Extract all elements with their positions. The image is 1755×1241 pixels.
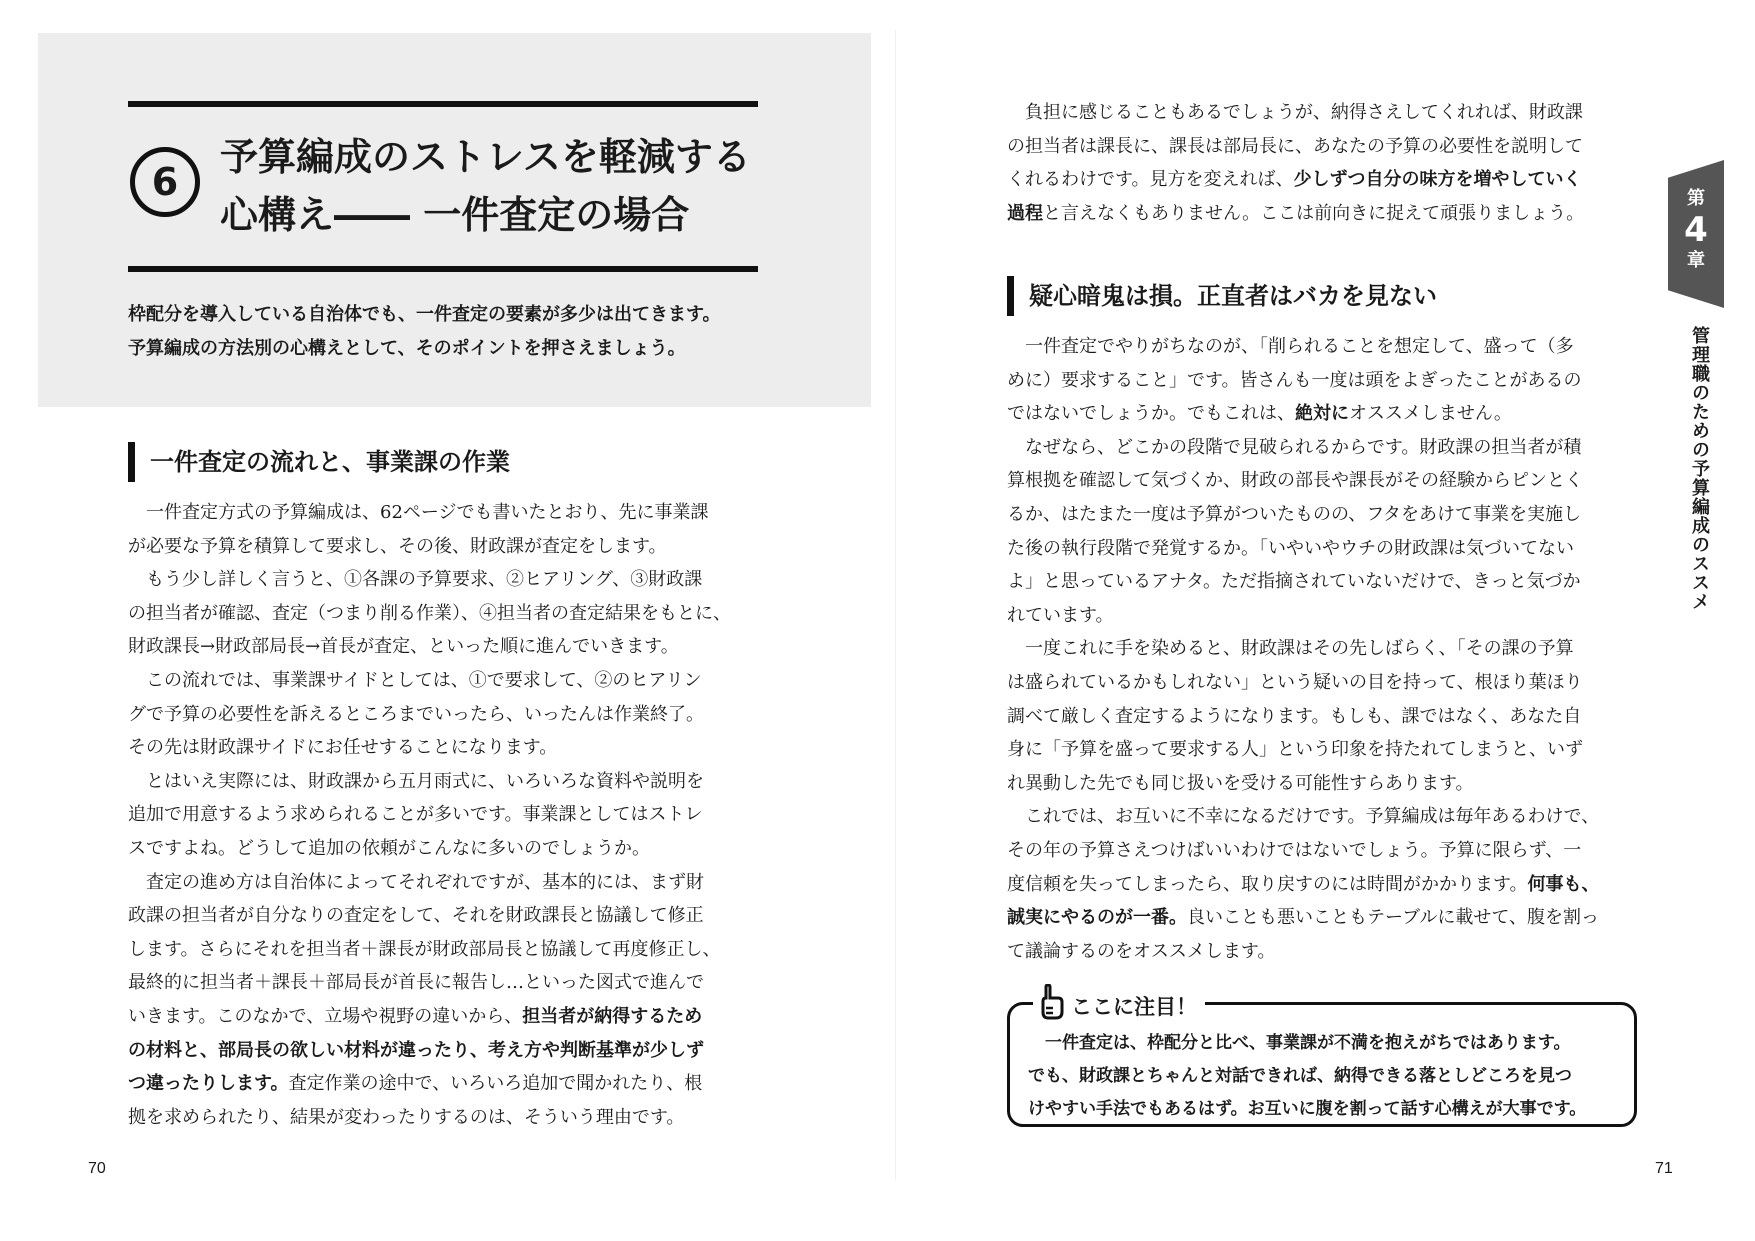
body-line: その先は財政課サイドにお任せすることになります。 (128, 737, 558, 759)
note-line: けやすい手法でもあるはず。お互いに腹を割って話す心構えが大事です。 (1028, 1099, 1587, 1119)
section-title-line: 心構え―― 一件査定の場合 (220, 193, 690, 237)
note-header (1033, 984, 1205, 1027)
body-line: 調べて厳しく査定するようになります。もしも、課ではなく、あなた自 (1007, 705, 1582, 727)
chapter-tab-label (1668, 188, 1724, 272)
subhead-text: 一件査定の流れと、事業課の作業 (150, 448, 510, 476)
chapter-running-title: 管理職のための予算編成のススメ (1689, 326, 1710, 611)
body-line (1007, 197, 1647, 231)
body-line: 算根拠を確認して気づくか、財政の部長や課長がその経験からピンとく (1007, 470, 1583, 492)
title-bottom-rule (128, 266, 758, 272)
body-text: 査定作業の途中で、いろいろ追加で聞かれたり、根 (288, 1073, 703, 1095)
body-line: た後の執行段階で発覚するか。「いやいやウチの財政課は気づいてない (1007, 537, 1574, 559)
body-line: とはいえ実際には、財政課から五月雨式に、いろいろな資料や説明を (128, 770, 704, 792)
body-emphasis: 担当者が納得するため (522, 1005, 703, 1027)
body-text: 度信頼を失ってしまったら、取り戻すのには時間がかかります。 (1007, 873, 1528, 895)
title-top-rule (128, 101, 758, 107)
body-line: れています。 (1007, 604, 1114, 626)
body-text: くれるわけです。見方を変えれば、 (1007, 169, 1294, 191)
body-emphasis: 絶対に (1295, 403, 1349, 425)
chapter-prefix: 第 (1687, 188, 1705, 209)
body-line: よ」と思っているアナタ。ただ指摘されていないだけで、きっと気づか (1007, 571, 1581, 593)
body-line: グで予算の必要性を訴えるところまでいったら、いったんは作業終了。 (128, 703, 704, 725)
section-number-badge (130, 147, 200, 217)
spread-gutter (895, 30, 896, 1180)
note-line: 一件査定は、枠配分と比べ、事業課が不満を抱えがちではあります。 (1028, 1033, 1571, 1053)
body-line: 身に「予算を盛って要求する人」という印象を持たれてしまうと、いず (1007, 739, 1583, 761)
note-line: でも、財政課とちゃんと対話できれば、納得できる落としどころを見つ (1028, 1066, 1572, 1086)
body-line: します。さらにそれを担当者＋課長が財政部局長と協議して再度修正し、 (128, 938, 721, 960)
section-lead (128, 298, 778, 366)
body-line: めに）要求すること」です。皆さんも一度は頭をよぎったことがあるの (1007, 369, 1582, 391)
note-text (1028, 1027, 1628, 1126)
right-intro-text (1007, 96, 1647, 230)
section-number: 6 (151, 160, 179, 204)
body-line: て議論するのをオススメします。 (1007, 940, 1276, 962)
body-line: 最終的に担当者＋課長＋部局長が首長に報告し…といった図式で進んで (128, 972, 704, 994)
section-title (220, 128, 780, 244)
body-line: これでは、お互いに不幸になるだけです。予算編成は毎年あるわけで、 (1007, 806, 1600, 828)
body-emphasis: 過程 (1007, 202, 1043, 224)
body-line: なぜなら、どこかの段階で見破られるからです。財政課の担当者が積 (1007, 436, 1582, 458)
body-line: 負担に感じることもあるでしょうが、納得さえしてくれれば、財政課 (1007, 102, 1583, 123)
body-line: れ異動した先でも同じ扱いを受ける可能性すらあります。 (1007, 772, 1474, 794)
body-line: スですよね。どうして追加の依頼がこんなに多いのでしょうか。 (128, 837, 650, 859)
chapter-suffix: 章 (1687, 250, 1705, 271)
lead-line: 枠配分を導入している自治体でも、一件査定の要素が多少は出てきます。 (128, 304, 721, 325)
body-line: 一件査定方式の予算編成は、62ページでも書いたとおり、先に事業課 (128, 502, 709, 523)
body-line: の担当者は課長に、課長は部局長に、あなたの予算の必要性を説明して (1007, 135, 1583, 157)
note-label: ここに注目！ (1071, 994, 1197, 1019)
body-line: 一度これに手を染めると、財政課はその先しばらく、「その課の予算 (1007, 638, 1574, 660)
left-body-text (128, 496, 768, 1134)
body-emphasis: つ違ったりします。 (128, 1073, 289, 1095)
body-line (128, 1034, 768, 1068)
body-line: の担当者が確認、査定（つまり削る作業）、④担当者の査定結果をもとに、 (128, 602, 731, 624)
body-emphasis: の材料と、部局長の欲しい材料が違ったり、考え方や判断基準が少しず (128, 1039, 704, 1061)
chapter-number: 4 (1684, 210, 1708, 250)
body-line (128, 1067, 768, 1101)
body-line: 政課の担当者が自分なりの査定をして、それを財政課長と協議して修正 (128, 905, 704, 927)
body-line: が必要な予算を積算して要求し、その後、財政課が査定をします。 (128, 535, 667, 557)
body-text: と言えなくもありません。ここは前向きに捉えて頑張りましょう。 (1043, 202, 1585, 224)
pointing-hand-icon (1039, 984, 1065, 1027)
body-text: オススメしません。 (1349, 403, 1512, 425)
lead-line: 予算編成の方法別の心構えとして、そのポイントを押さえましょう。 (128, 338, 686, 359)
body-line: は盛られているかもしれない」という疑いの目を持って、根ほり葉ほり (1007, 671, 1583, 693)
body-text: いきます。このなかで、立場や視野の違いから、 (128, 1005, 523, 1027)
body-emphasis: 誠実にやるのが一番。 (1007, 907, 1187, 929)
right-body-text (1007, 330, 1647, 968)
body-line: その年の予算さえつけばいいわけではないでしょう。予算に限らず、一 (1007, 839, 1582, 861)
body-line: 一件査定でやりがちなのが、「削られることを想定して、盛って（多 (1007, 336, 1574, 357)
body-line: るか、はたまた一度は予算がついたものの、フタをあけて事業を実施し (1007, 503, 1582, 525)
body-text: 良いことも悪いこともテーブルに載せて、腹を割っ (1187, 907, 1600, 929)
body-emphasis: 何事も、 (1527, 873, 1600, 895)
body-line: 追加で用意するよう求められることが多いです。事業課としてはストレ (128, 804, 703, 826)
body-line: 査定の進め方は自治体によってそれぞれですが、基本的には、まず財 (128, 871, 704, 893)
page-number-right: 71 (1655, 1160, 1673, 1177)
subhead-text: 疑心暗鬼は損。正直者はバカを見ない (1029, 282, 1437, 310)
body-line: この流れでは、事業課サイドとしては、①で要求して、②のヒアリン (128, 669, 702, 691)
note-header-rule (1205, 1002, 1615, 1005)
body-text: ではないでしょうか。でもこれは、 (1007, 403, 1295, 425)
body-line (1007, 868, 1647, 902)
body-line: 拠を求められたり、結果が変わったりするのは、そういう理由です。 (128, 1106, 685, 1128)
body-line (1007, 163, 1647, 197)
subhead-flow (128, 442, 510, 482)
page-number-left: 70 (88, 1160, 106, 1177)
body-emphasis: 少しずつ自分の味方を増やしていく (1293, 169, 1582, 191)
section-title-line: 予算編成のストレスを軽減する (220, 135, 751, 179)
subhead-honesty (1007, 276, 1437, 316)
body-line (1007, 397, 1647, 431)
body-line (1007, 901, 1647, 935)
body-line: もう少し詳しく言うと、①各課の予算要求、②ヒアリング、③財政課 (128, 569, 703, 591)
body-line (128, 1000, 768, 1034)
body-line: 財政課長→財政部局長→首長が査定、といった順に進んでいきます。 (128, 636, 679, 658)
